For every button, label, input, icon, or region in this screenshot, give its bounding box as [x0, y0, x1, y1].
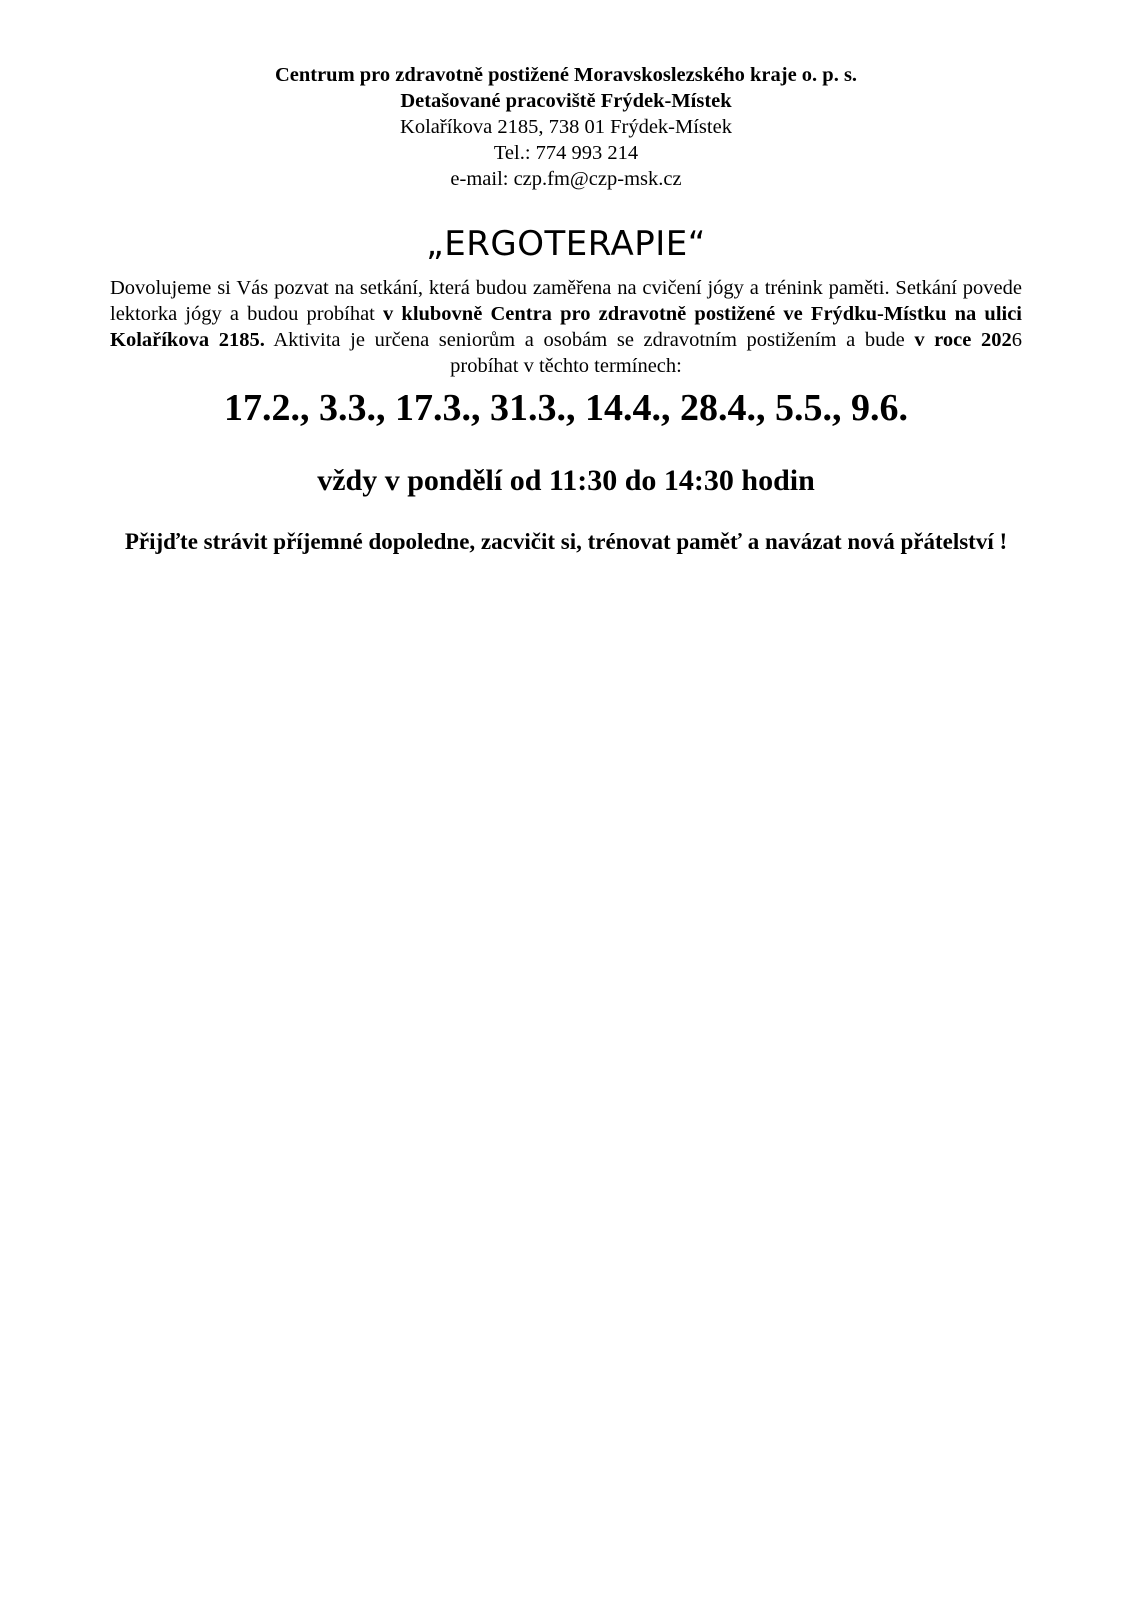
- event-time: vždy v pondělí od 11:30 do 14:30 hodin: [317, 464, 815, 497]
- page-title: „ERGOTERAPIE“: [426, 224, 706, 264]
- organization-header: [0, 62, 1132, 192]
- invitation-text: Přijďte strávit příjemné dopoledne, zacvičit si, trénovat paměť a navázat nová přátelství !: [124, 529, 1008, 554]
- intro-year: v roce 202: [914, 329, 1012, 351]
- event-dates: 17.2., 3.3., 17.3., 31.3., 14.4., 28.4., 5.5., 9.6.: [224, 387, 908, 429]
- phone: Tel.: 774 993 214: [493, 142, 639, 164]
- address: Kolaříkova 2185, 738 01 Frýdek-Místek: [400, 116, 732, 138]
- branch-name: Detašované pracoviště Frýdek-Místek: [400, 90, 732, 112]
- intro-text-2: Aktivita je určena seniorům a osobám se zdravotním postižením a bude: [264, 329, 915, 351]
- intro-text-3: 6 probíhat v těchto termínech:: [450, 329, 1022, 377]
- intro-text-1: Dovolujeme si Vás pozvat na setkání, která budou zaměřena na cvičení jógy a trénink paměti. Setkání povede lektorka jógy a budou probíhat: [110, 277, 1022, 325]
- organization-name: Centrum pro zdravotně postižené Moravskoslezského kraje o. p. s.: [274, 64, 858, 86]
- intro-paragraph: [110, 275, 1022, 379]
- intro-location: v klubovně Centra pro zdravotně postižené ve Frýdku-Místku na ulici Kolaříkova 2185.: [110, 303, 1023, 351]
- email: e-mail: czp.fm@czp-msk.cz: [450, 168, 682, 190]
